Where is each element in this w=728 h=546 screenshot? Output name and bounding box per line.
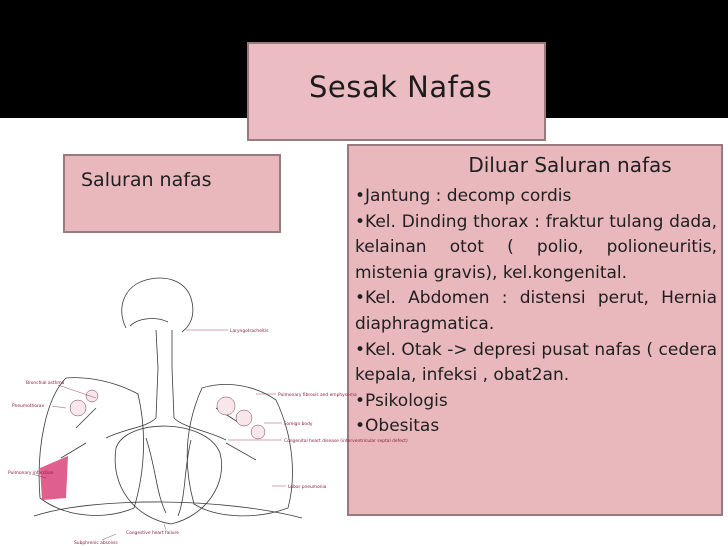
right-content-box xyxy=(347,144,723,516)
diagram-label: Pulmonary fibrosis and emphysema xyxy=(278,393,357,398)
diagram-label: Congenital heart disease (interventricular septal defect) xyxy=(284,439,408,444)
title-box xyxy=(247,42,546,141)
bullet-item: •Obesitas xyxy=(355,416,440,437)
diagram-label: Pulmonary infarction xyxy=(8,471,54,476)
diagram-label: Foreign body xyxy=(284,422,313,427)
bullet-item: •Kel. Dinding thorax : fraktur tulang dada, kelainan otot ( polio, polioneuritis, mistenia gravis), kel.kongenital. xyxy=(355,211,717,283)
diagram-label: Congestive heart failure xyxy=(126,531,179,536)
bullet-item: •Jantung : decomp cordis xyxy=(355,186,572,206)
left-label: Saluran nafas xyxy=(81,169,212,191)
diagram-label: Subphrenic abscess xyxy=(74,541,118,546)
slide-title: Sesak Nafas xyxy=(309,70,493,104)
bullet-item: •Psikologis xyxy=(355,390,448,411)
left-label-box xyxy=(63,154,281,233)
alveoli-cluster xyxy=(70,390,265,439)
right-heading: Diluar Saluran nafas xyxy=(468,153,672,177)
diagram-label: Lobar pneumonia xyxy=(288,485,327,490)
bullet-item: •Kel. Otak -> depresi pusat nafas ( cedera kepala, infeksi , obat2an. xyxy=(355,339,717,386)
infarction-highlight xyxy=(40,456,68,500)
diagram-label: Laryngotracheitis xyxy=(230,329,269,334)
diagram-label: Bronchial asthma xyxy=(26,381,65,386)
diagram-label: Pneumothorax xyxy=(12,404,45,409)
right-bullet-list xyxy=(355,184,717,440)
bullet-item: •Kel. Abdomen : distensi perut, Hernia diaphragmatica. xyxy=(355,288,717,334)
